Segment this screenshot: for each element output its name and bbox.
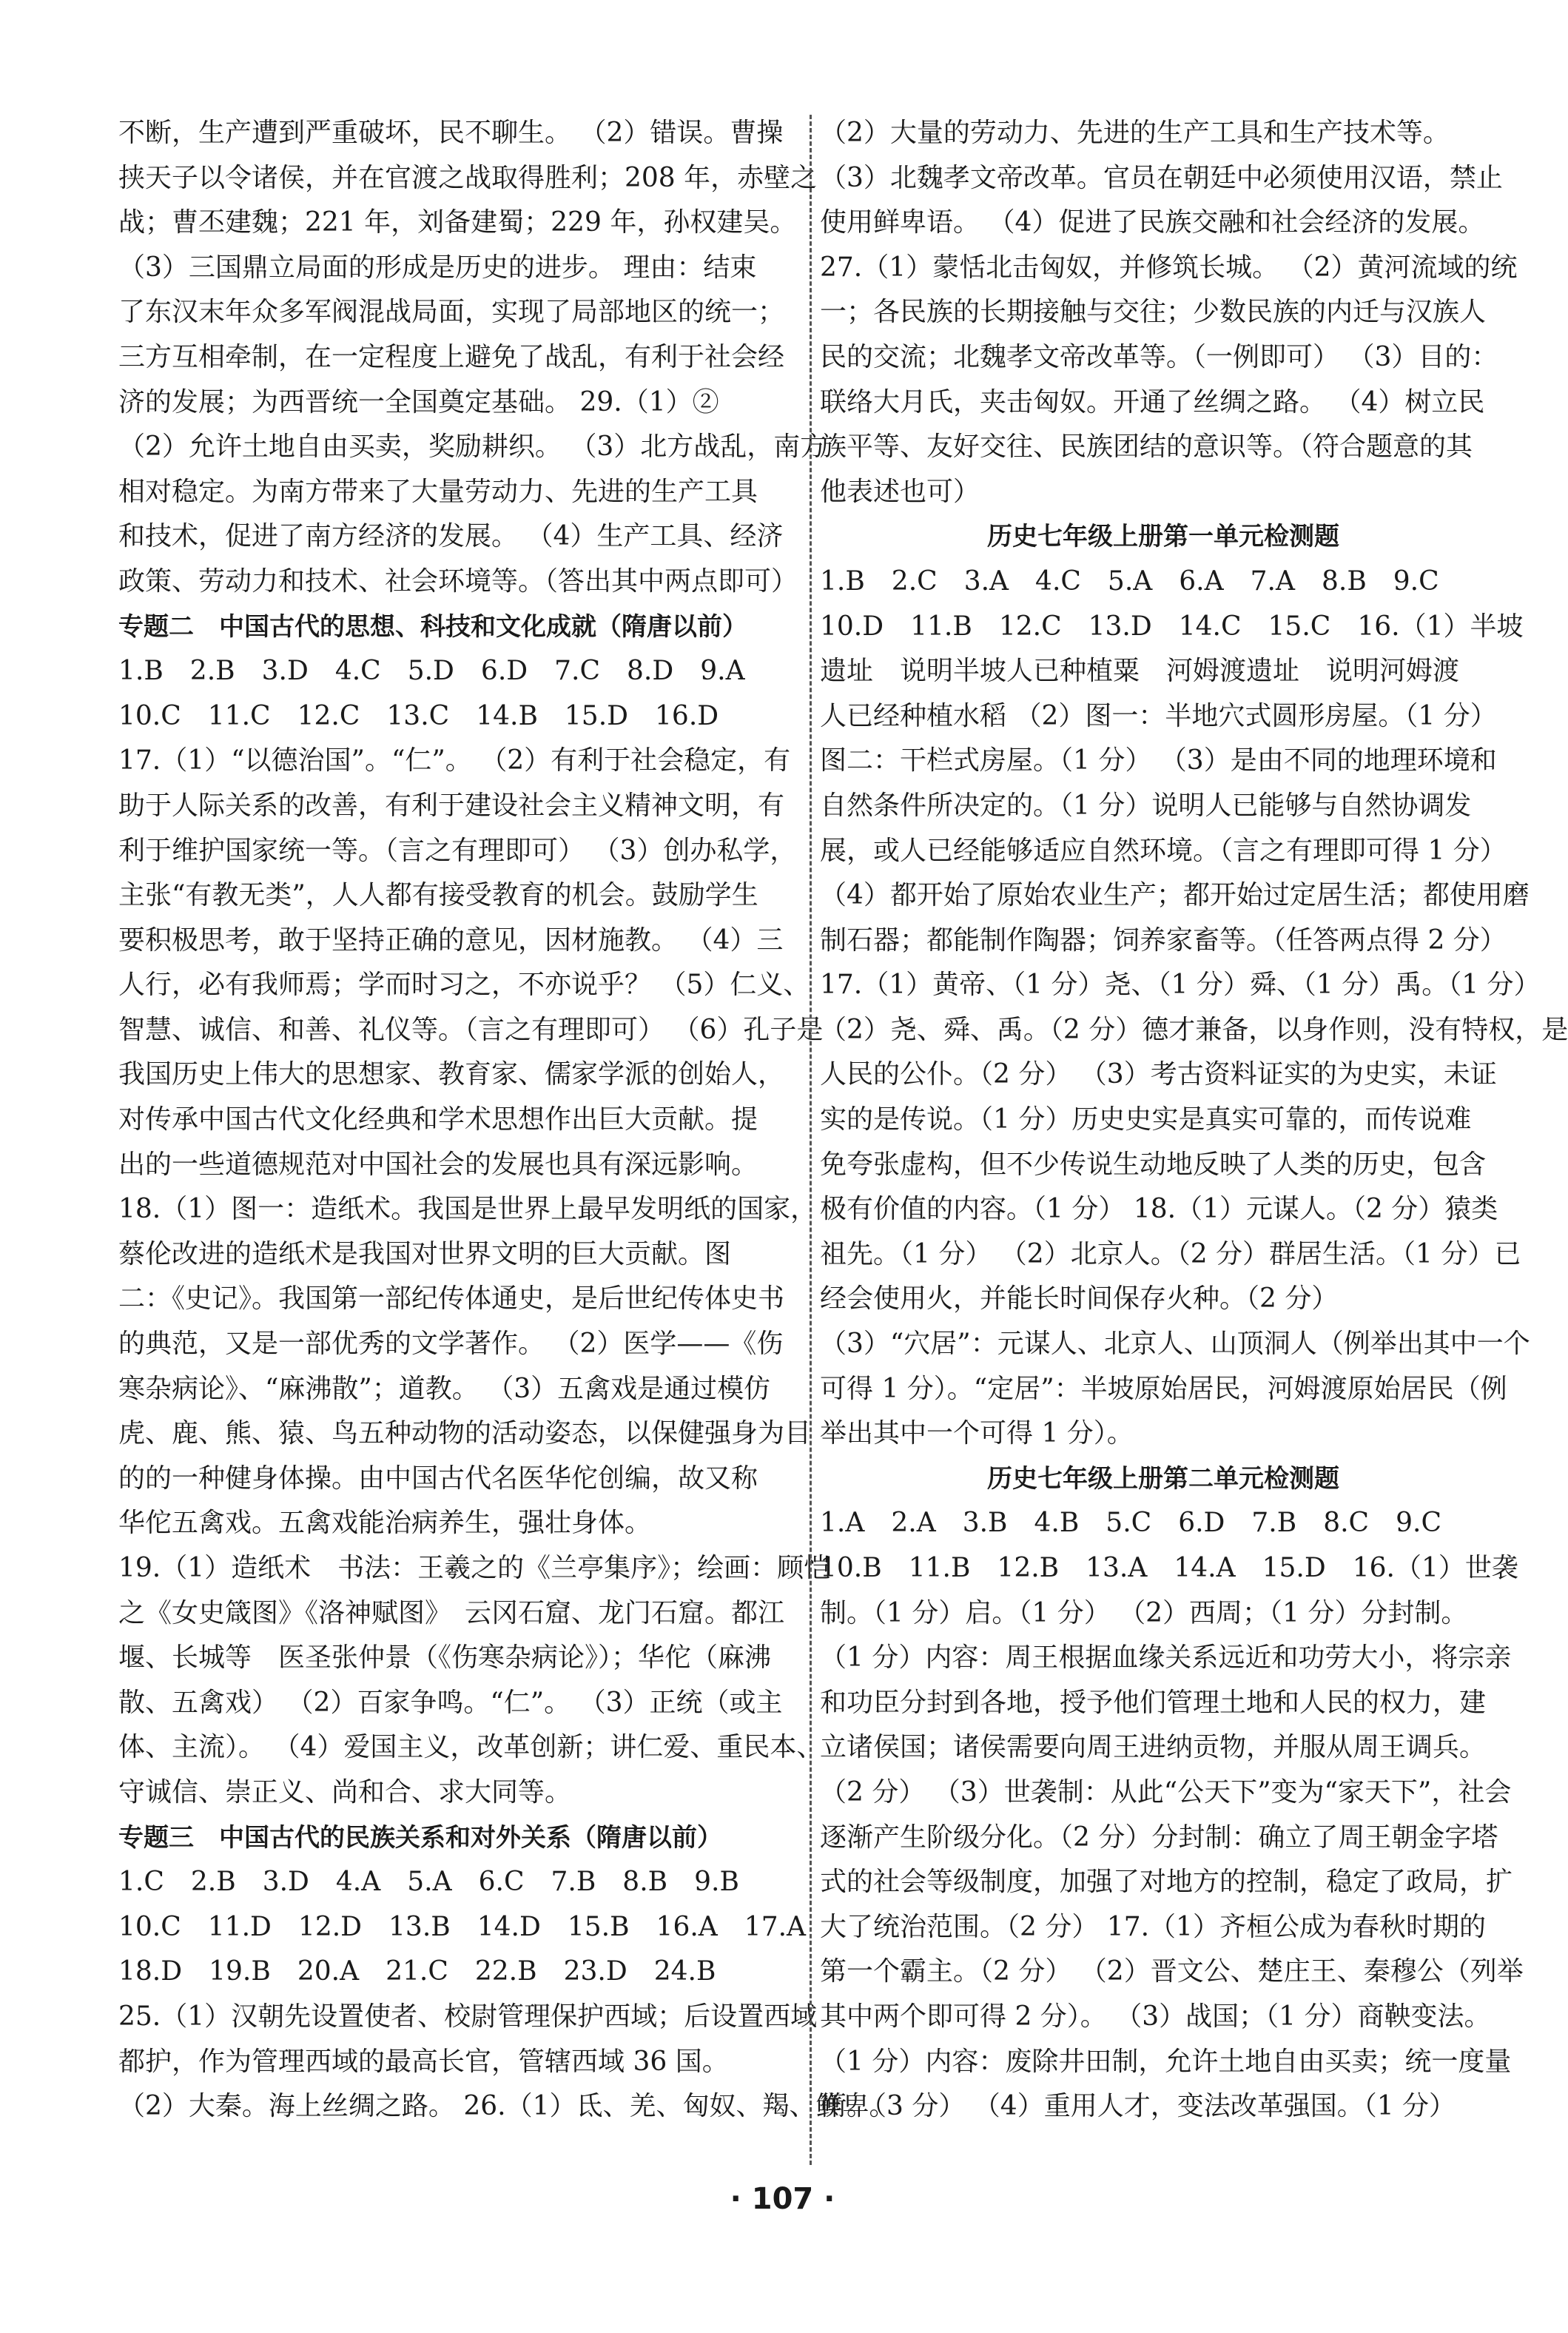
text-line: 1.C 2.B 3.D 4.A 5.A 6.C 7.B 8.B 9.B xyxy=(118,1867,739,1898)
text-line: （3）北魏孝文帝改革。官员在朝廷中必须使用汉语，禁止 xyxy=(820,162,1503,193)
section-heading: 历史七年级上册第二单元检测题 xyxy=(987,1463,1339,1494)
text-line: 19.（1）造纸术 书法：王羲之的《兰亭集序》；绘画：顾恺 xyxy=(118,1553,831,1583)
text-line: 政策、劳动力和技术、社会环境等。（答出其中两点即可） xyxy=(118,565,798,597)
text-line: 二：《史记》。我国第一部纪传体通史，是后世纪传体史书 xyxy=(118,1283,785,1315)
text-line: 出的一些道德规范对中国社会的发展也具有深远影响。 xyxy=(118,1149,758,1180)
text-line: 战；曹丕建魏；221 年，刘备建蜀；229 年，孙权建吴。 xyxy=(118,207,797,238)
text-line: （1 分）内容：废除井田制，允许土地自由买卖；统一度量 xyxy=(820,2046,1512,2077)
text-line: 的的一种健身体操。由中国古代名医华佗创编，故又称 xyxy=(118,1463,758,1494)
text-line: 制石器；都能制作陶器；饲养家畜等。（任答两点得 2 分） xyxy=(820,924,1507,956)
text-line: 华佗五禽戏。五禽戏能治病养生，强壮身体。 xyxy=(118,1508,652,1539)
text-line: 17.（1）“以德治国”。“仁”。 （2）有利于社会稳定，有 xyxy=(118,745,791,776)
text-line: 25.（1）汉朝先设置使者、校尉管理保护西域；后设置西域 xyxy=(118,2001,818,2032)
text-line: 守诚信、崇正义、尚和合、求大同等。 xyxy=(118,1776,572,1807)
text-line: 主张“有教无类”，人人都有接受教育的机会。鼓励学生 xyxy=(118,880,758,911)
column-divider xyxy=(810,115,812,2165)
text-line: 10.C 11.D 12.D 13.B 14.D 15.B 16.A 17.A xyxy=(118,1911,807,1942)
text-line: 利于维护国家统一等。（言之有理即可） （3）创办私学， xyxy=(118,835,797,866)
text-line: 1.A 2.A 3.B 4.B 5.C 6.D 7.B 8.C 9.C xyxy=(820,1508,1441,1539)
text-line: 对传承中国古代文化经典和学术思想作出巨大贡献。提 xyxy=(118,1104,758,1135)
text-line: 的典范，又是一部优秀的文学著作。 （2）医学——《伤 xyxy=(118,1329,784,1360)
text-line: （3）三国鼎立局面的形成是历史的进步。 理由：结束 xyxy=(118,252,757,283)
text-line: 体、主流）。 （4）爱国主义，改革创新；讲仁爱、重民本、 xyxy=(118,1732,824,1763)
text-line: 了东汉末年众多军阀混战局面，实现了局部地区的统一； xyxy=(118,297,785,328)
text-line: （3）“穴居”：元谋人、北京人、山顶洞人（例举出其中一个 xyxy=(820,1329,1530,1360)
left-column xyxy=(118,111,896,2129)
text-line: 18.D 19.B 20.A 21.C 22.B 23.D 24.B xyxy=(118,1956,716,1987)
text-line: 经会使用火，并能长时间保存火种。（2 分） xyxy=(820,1283,1339,1315)
text-line: （2）大秦。海上丝绸之路。 26.（1）氐、羌、匈奴、羯、鲜卑。 xyxy=(118,2091,896,2122)
section-heading: 专题三 中国古代的民族关系和对外关系（隋唐以前） xyxy=(118,1822,722,1853)
text-line: 都护，作为管理西域的最高长官，管辖西域 36 国。 xyxy=(118,2046,729,2077)
text-line: （4）都开始了原始农业生产；都开始过定居生活；都使用磨 xyxy=(820,880,1530,911)
text-line: 堰、长城等 医圣张仲景（《伤寒杂病论》）；华佗（麻沸 xyxy=(118,1642,772,1674)
text-line: 相对稳定。为南方带来了大量劳动力、先进的生产工具 xyxy=(118,476,758,507)
text-line: 散、五禽戏） （2）百家争鸣。“仁”。 （3）正统（或主 xyxy=(118,1687,783,1718)
text-line: 他表述也可） xyxy=(820,476,980,507)
text-line: 族平等、友好交往、民族团结的意识等。（符合题意的其 xyxy=(820,432,1473,463)
right-column xyxy=(820,111,1568,2129)
text-line: 一；各民族的长期接触与交往；少数民族的内迁与汉族人 xyxy=(820,297,1487,328)
text-line: 1.B 2.C 3.A 4.C 5.A 6.A 7.A 8.B 9.C xyxy=(820,565,1439,597)
text-line: 自然条件所决定的。（1 分）说明人已能够与自然协调发 xyxy=(820,790,1472,821)
text-line: 举出其中一个可得 1 分）。 xyxy=(820,1418,1134,1449)
text-line: 18.（1）图一：造纸术。我国是世界上最早发明纸的国家， xyxy=(118,1194,818,1225)
text-line: 联络大月氏，夹击匈奴。开通了丝绸之路。 （4）树立民 xyxy=(820,386,1485,417)
text-line: 遗址 说明半坡人已种植粟 河姆渡遗址 说明河姆渡 xyxy=(820,656,1460,687)
text-line: 虎、鹿、熊、猿、鸟五种动物的活动姿态，以保健强身为目 xyxy=(118,1418,812,1449)
text-line: 寒杂病论》、“麻沸散”；道教。 （3）五禽戏是通过模仿 xyxy=(118,1373,771,1404)
text-line: （2）大量的劳动力、先进的生产工具和生产技术等。 xyxy=(820,118,1450,148)
text-line: 10.D 11.B 12.C 13.D 14.C 15.C 16.（1）半坡 xyxy=(820,611,1524,642)
text-line: 展，或人已经能够适应自然环境。（言之有理即可得 1 分） xyxy=(820,835,1507,866)
section-heading: 历史七年级上册第一单元检测题 xyxy=(987,522,1339,552)
text-line: 济的发展；为西晋统一全国奠定基础。 29.（1）② xyxy=(118,386,719,417)
text-line: 挟天子以令诸侯，并在官渡之战取得胜利；208 年，赤壁之 xyxy=(118,162,818,193)
text-line: 助于人际关系的改善，有利于建设社会主义精神文明，有 xyxy=(118,790,785,821)
text-line: 使用鲜卑语。 （4）促进了民族交融和社会经济的发展。 xyxy=(820,207,1485,238)
text-line: 民的交流；北魏孝文帝改革等。（一例即可） （3）目的： xyxy=(820,341,1498,372)
text-line: 人民的公仆。（2 分） （3）考古资料证实的为史实，未证 xyxy=(820,1059,1497,1090)
text-line: 大了统治范围。（2 分） 17.（1）齐桓公成为春秋时期的 xyxy=(820,1911,1486,1942)
text-line: 之《女史箴图》《洛神赋图》 云冈石窟、龙门石窟。都江 xyxy=(118,1597,785,1628)
text-line: 和功臣分封到各地，授予他们管理土地和人民的权力，建 xyxy=(820,1687,1487,1718)
text-line: （2 分） （3）世袭制：从此“公天下”变为“家天下”，社会 xyxy=(820,1776,1512,1807)
text-line: 制。（1 分）启。（1 分） （2）西周；（1 分）分封制。 xyxy=(820,1597,1468,1628)
text-line: 可得 1 分）。“定居”：半坡原始居民，河姆渡原始居民（例 xyxy=(820,1373,1507,1404)
text-line: 式的社会等级制度，加强了对地方的控制，稳定了政局，扩 xyxy=(820,1867,1513,1898)
text-line: 人已经种植水稻 （2）图一：半地穴式圆形房屋。（1 分） xyxy=(820,700,1497,731)
text-line: 立诸侯国；诸侯需要向周王进纳贡物，并服从周王调兵。 xyxy=(820,1732,1487,1763)
text-line: 逐渐产生阶级分化。（2 分）分封制：确立了周王朝金字塔 xyxy=(820,1822,1498,1853)
text-line: 三方互相牵制，在一定程度上避免了战乱，有利于社会经 xyxy=(118,341,785,372)
text-line: 27.（1）蒙恬北击匈奴，并修筑长城。 （2）黄河流域的统 xyxy=(820,252,1518,283)
text-line: 实的是传说。（1 分）历史史实是真实可靠的，而传说难 xyxy=(820,1104,1472,1135)
text-line: 17.（1）黄帝、（1 分）尧、（1 分）舜、（1 分）禹。（1 分） xyxy=(820,970,1541,1001)
text-line: （2）尧、舜、禹。（2 分）德才兼备，以身作则，没有特权，是 xyxy=(820,1014,1568,1045)
text-line: 其中两个即可得 2 分）。 （3）战国；（1 分）商鞅变法。 xyxy=(820,2001,1491,2032)
text-line: 和技术，促进了南方经济的发展。 （4）生产工具、经济 xyxy=(118,521,784,552)
section-heading: 专题二 中国古代的思想、科技和文化成就（隋唐以前） xyxy=(118,611,747,642)
text-line: 蔡伦改进的造纸术是我国对世界文明的巨大贡献。图 xyxy=(118,1238,732,1269)
page-number: · 107 · xyxy=(730,2182,835,2216)
text-line: 要积极思考，敢于坚持正确的意见，因材施教。 （4）三 xyxy=(118,924,784,956)
text-line: 衡。（3 分） （4）重用人才，变法改革强国。（1 分） xyxy=(820,2091,1456,2122)
text-line: 我国历史上伟大的思想家、教育家、儒家学派的创始人， xyxy=(118,1059,785,1090)
text-line: 1.B 2.B 3.D 4.C 5.D 6.D 7.C 8.D 9.A xyxy=(118,656,745,687)
text-line: 免夸张虚构，但不少传说生动地反映了人类的历史，包含 xyxy=(820,1149,1487,1180)
text-line: 10.B 11.B 12.B 13.A 14.A 15.D 16.（1）世袭 xyxy=(820,1553,1518,1583)
text-line: 不断，生产遭到严重破坏，民不聊生。 （2）错误。曹操 xyxy=(118,118,784,148)
text-line: 图二：干栏式房屋。（1 分） （3）是由不同的地理环境和 xyxy=(820,745,1497,776)
text-line: （1 分）内容：周王根据血缘关系远近和功劳大小，将宗亲 xyxy=(820,1642,1512,1674)
text-line: 祖先。（1 分） （2）北京人。（2 分）群居生活。（1 分）已 xyxy=(820,1238,1521,1269)
text-line: 10.C 11.C 12.C 13.C 14.B 15.D 16.D xyxy=(118,700,719,731)
text-line: 人行，必有我师焉；学而时习之，不亦说乎？ （5）仁义、 xyxy=(118,970,810,1001)
text-line: 极有价值的内容。（1 分） 18.（1）元谋人。（2 分）猿类 xyxy=(820,1194,1498,1225)
text-line: 智慧、诚信、和善、礼仪等。（言之有理即可） （6）孔子是 xyxy=(118,1014,824,1045)
text-line: 第一个霸主。（2 分） （2）晋文公、楚庄王、秦穆公（列举 xyxy=(820,1956,1524,1987)
text-line: （2）允许土地自由买卖，奖励耕织。 （3）北方战乱，南方 xyxy=(118,432,827,463)
